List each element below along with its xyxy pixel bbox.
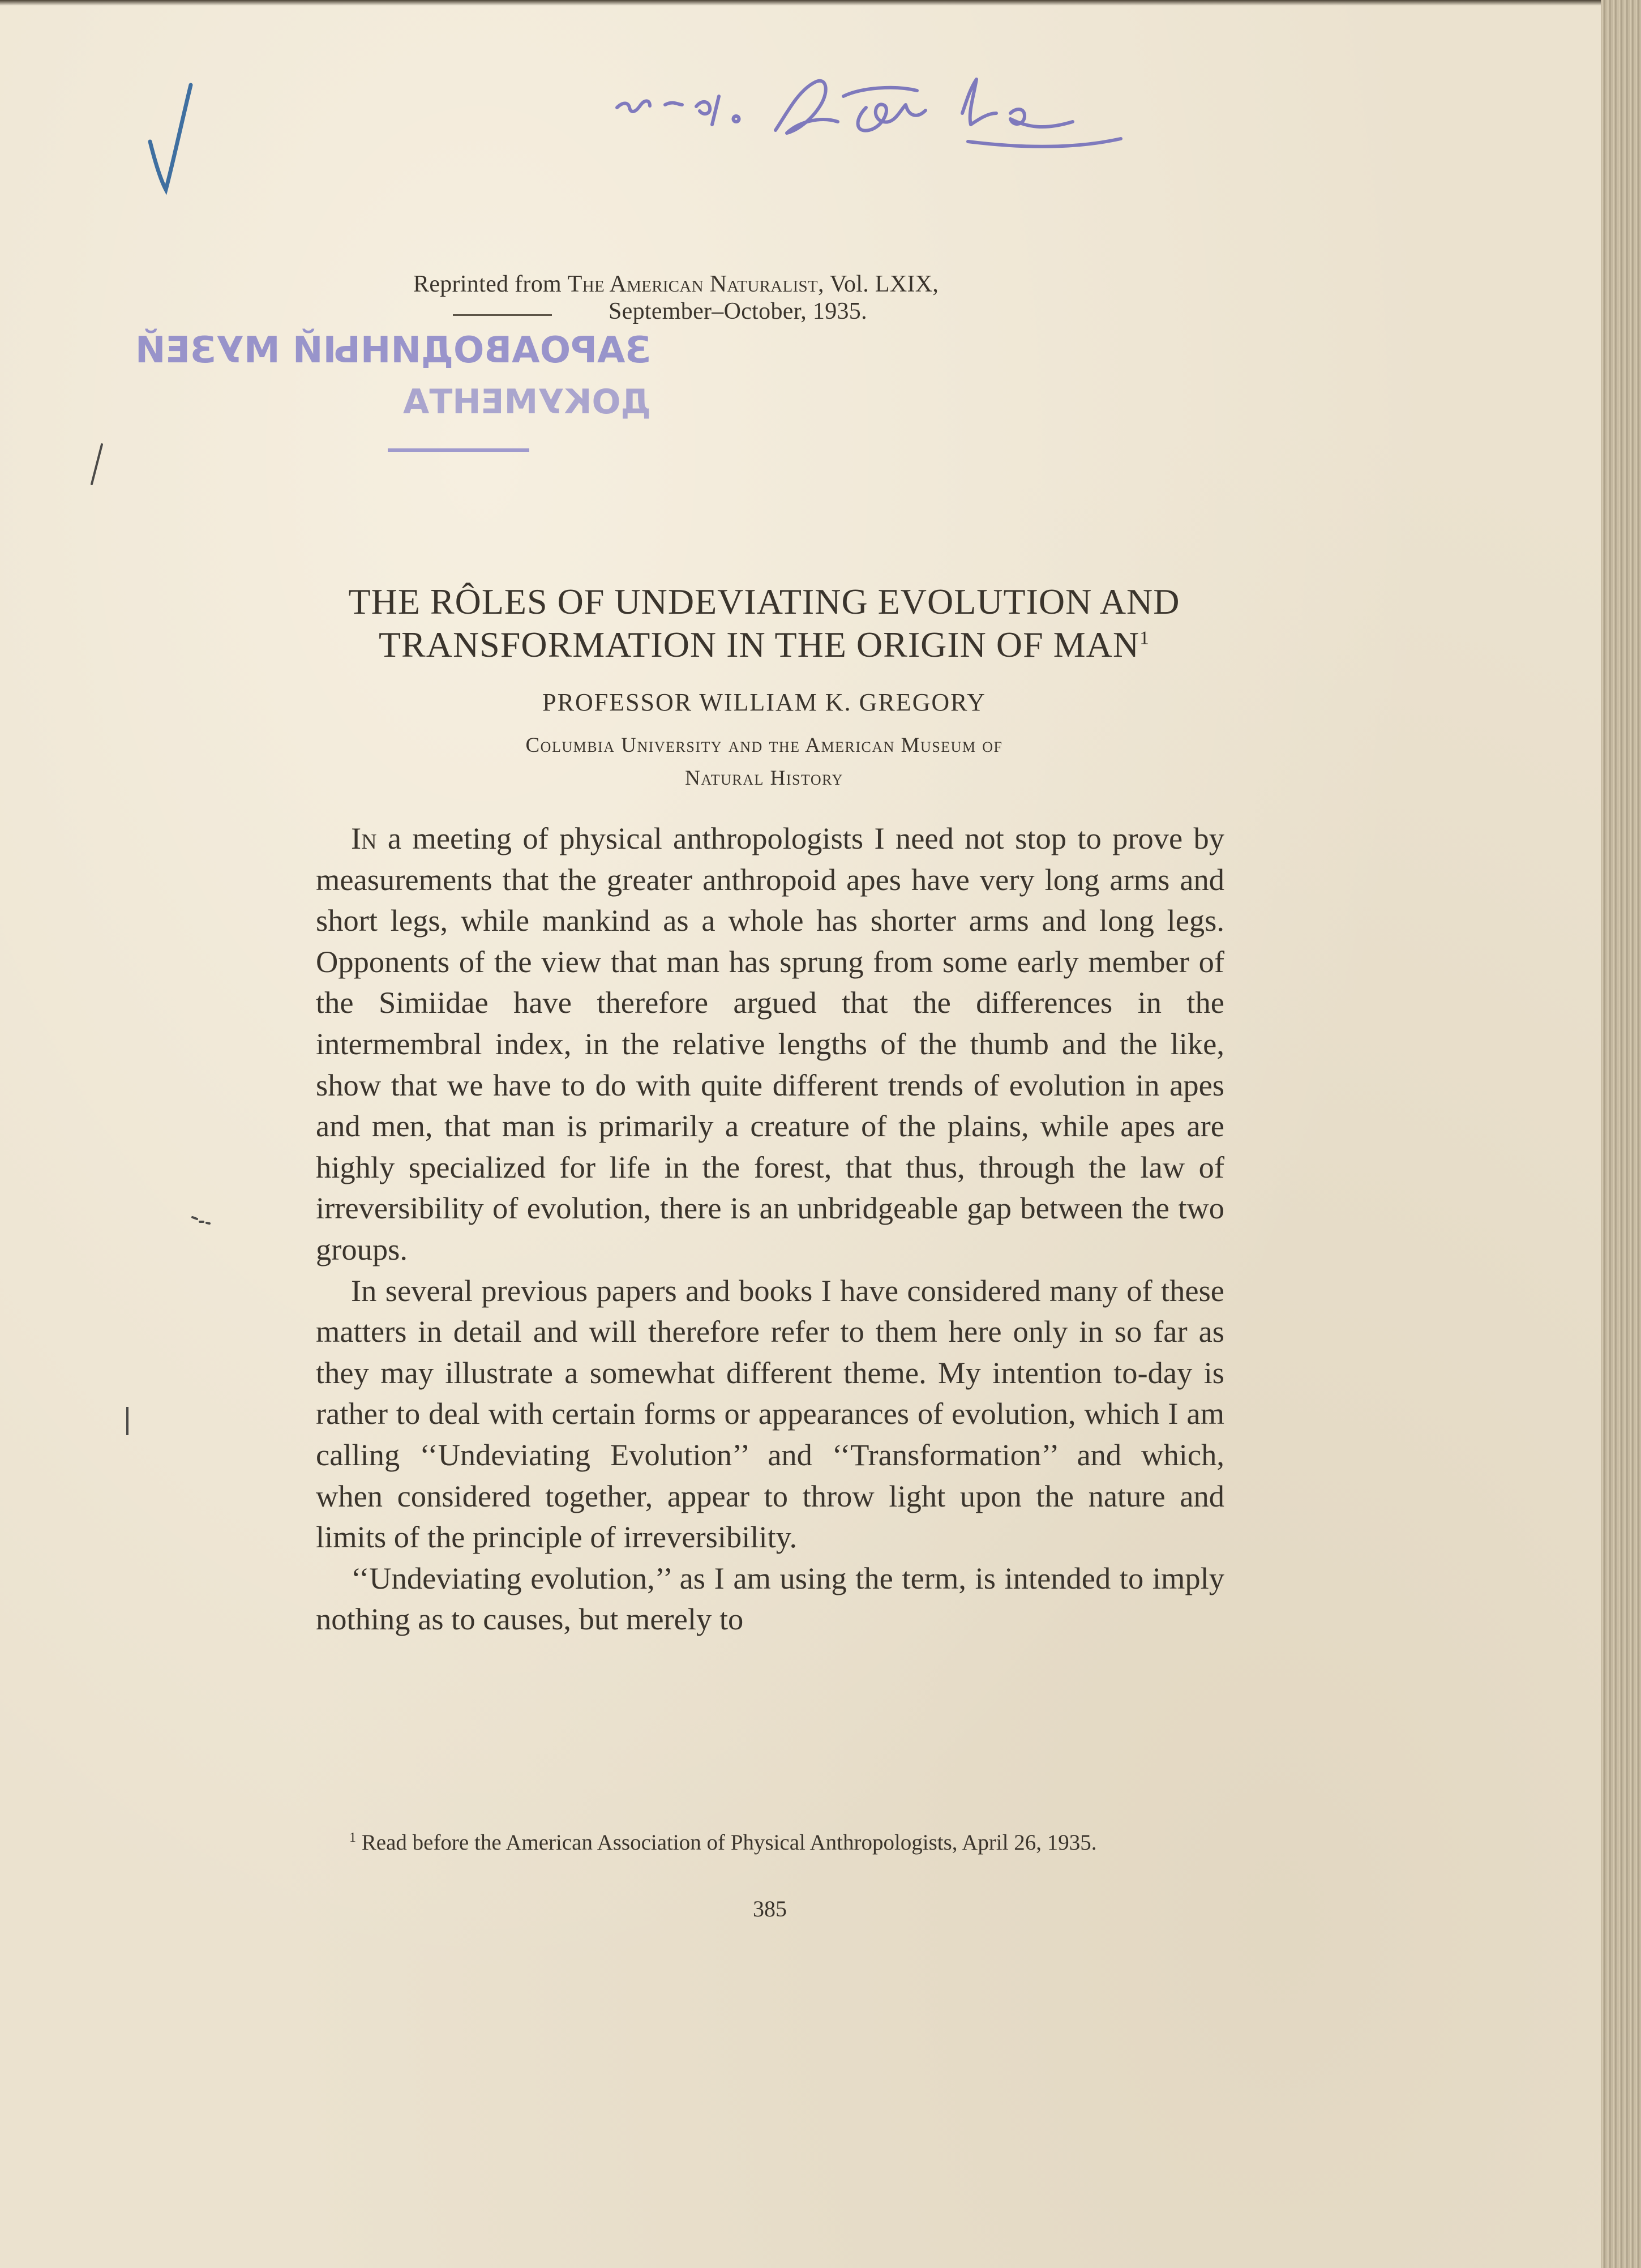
author-name: PROFESSOR WILLIAM K. GREGORY <box>542 688 986 716</box>
affiliation-line-2: Natural History <box>685 767 843 790</box>
article-body <box>316 818 1224 1640</box>
journal-volume: , Vol. LXIX, <box>817 271 939 297</box>
title-line-1: THE RÔLES OF UNDEVIATING EVOLUTION AND <box>348 581 1180 622</box>
affiliation-line-1: Columbia University and the American Museum of <box>525 734 1003 757</box>
header-rule <box>453 314 552 316</box>
margin-tick-mark <box>122 1404 133 1438</box>
footnote-marker: 1 <box>349 1830 356 1845</box>
checkmark-icon <box>139 79 195 192</box>
handwritten-signature <box>606 74 1138 181</box>
top-shadow <box>0 0 1602 6</box>
stamp-line1: ЗАРОАВОДИНЫЙ МУЗЕЙ <box>135 329 651 371</box>
paragraph-1-first-word: In <box>351 821 377 855</box>
footnote-text: Read before the American Association of Physical Anthropologists, April 26, 1935. <box>356 1830 1097 1855</box>
issue-date: September–October, 1935. <box>609 298 867 324</box>
paragraph-2: In several previous papers and books I have considered many of these matters in detail and will therefore refer to them here only in so far as they may illustrate a somewhat different theme. My intention to-day is rather to deal with certain forms or appearances of evolution, which I am calling ‘‘Undeviating Evolution’’ and ‘‘Transformation’’ and which, when considered together, appear to throw light upon the nature and limits of the principle of irreversibility. <box>316 1273 1224 1555</box>
footnote <box>324 1821 1227 1859</box>
article-title <box>306 580 1223 666</box>
paragraph-1-text: a meeting of physical anthropologists I need not stop to prove by measurements that the greater anthropoid apes have very long arms and short legs, while mankind as a whole has shorter arms and long legs. Opponents of the view that man has sprung from some early member of the Simiidae have therefore argued that the differences in the intermembral index, in the relative lengths of the thumb and the like, show that we have to do with quite different trends of evolution in apes and men, that man is primarily a creature of the plains, while apes are highly specialized for life in the forest, that thus, through the law of irreversibility of evolution, there is an unbridgeable gap between the two groups. <box>316 821 1224 1266</box>
title-footnote-ref: 1 <box>1139 627 1150 649</box>
paragraph-3: ‘‘Undeviating evolution,’’ as I am using the term, is intended to imply nothing as to causes, but merely to <box>316 1560 1224 1637</box>
author-affiliation <box>396 729 1132 795</box>
page-stack-edges <box>1601 0 1641 2268</box>
library-stamp <box>135 323 662 464</box>
margin-pencil-mark <box>85 442 108 487</box>
reprint-notice <box>413 271 1104 325</box>
margin-dots-mark <box>190 1212 218 1229</box>
page-number: 385 <box>753 1896 787 1922</box>
title-line-2: TRANSFORMATION IN THE ORIGIN OF MAN$^1$ <box>378 624 1150 665</box>
journal-name: The American Naturalist <box>567 271 818 297</box>
paragraph-1 <box>316 818 1224 1270</box>
reprint-prefix: Reprinted from <box>413 271 568 297</box>
stamp-line2: ДОКУМЕНТА <box>402 382 651 422</box>
